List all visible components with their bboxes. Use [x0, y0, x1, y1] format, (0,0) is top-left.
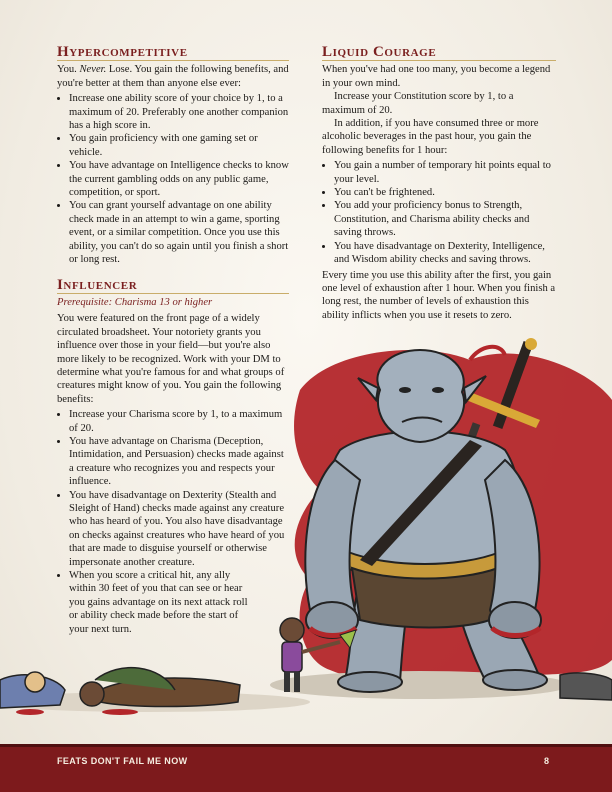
feat-paragraph: In addition, if you have consumed three or more alcoholic beverages in the past hour, you gain the following benefits for 1 hour:: [322, 118, 539, 156]
prerequisite-text: Prerequisite: Charisma 13 or higher: [57, 296, 213, 308]
list-item: • You add your proficiency bonus to Strength, Constitution, and Charisma ability checks and saving throws.: [334, 199, 556, 239]
feat-liquid-courage: [322, 46, 556, 322]
list-item: • When you score a critical hit, any ally within 30 feet of you that can see or hear you gains advantage on its next attack roll or ability check made before the start of your next turn.: [69, 569, 249, 636]
list-item: • You can grant yourself advantage on one ability check made in an attempt to win a game, sporting event, or a similar competition. Once you use this ability, you can't do so again until you finish a short or long rest.: [69, 199, 289, 266]
left-column: [57, 46, 289, 638]
feat-title-hypercompetitive: Hypercompetitive: [57, 46, 289, 61]
list-item: • You have disadvantage on Dexterity (Stealth and Sleight of Hand) checks made against any creature who has heard of you. You also have disadvantage on checks against creatures who have heard of you that are made to disguise yourself or otherwise impersonate another creature.: [69, 489, 289, 569]
list-item: • You can't be frightened.: [334, 186, 556, 199]
list-item: • You have advantage on Intelligence checks to know the current gambling odds on any public game, competition, or sport.: [69, 159, 289, 199]
list-item: • You gain a number of temporary hit points equal to your level.: [334, 159, 556, 186]
benefit-list: [57, 92, 289, 266]
list-item: • Increase one ability score of your choice by 1, to a maximum of 20. Preferably one another companion has a high score in.: [69, 92, 289, 132]
feat-closing: Every time you use this ability after the first, you gain one level of exhaustion after 1 hour. When you finish a long rest, the number of levels of exhaustion this ability inflicts when you use it resets to zero.: [322, 269, 556, 321]
feat-intro: You were featured on the front page of a widely circulated broadsheet. Your notoriety grants you influence over those in your field—but you're also more likely to be recognized. Work with your DM to determine what you're famous for and what groups of creatures might know of you. You gain the following benefits:: [57, 313, 285, 405]
feat-intro: When you've had one too many, you become a legend in your own mind.: [322, 64, 551, 89]
intro-text: You.: [57, 64, 80, 76]
page-number: 8: [544, 756, 550, 766]
feat-intro: [57, 63, 289, 90]
feat-paragraph: Increase your Constitution score by 1, to a maximum of 20.: [322, 91, 514, 116]
footer-bar: [0, 744, 612, 792]
feat-title-liquid-courage: Liquid Courage: [322, 46, 556, 61]
intro-emphasis: Never.: [79, 64, 107, 76]
benefit-list: [322, 159, 556, 266]
list-item: • You have advantage on Charisma (Deception, Intimidation, and Persuasion) checks made against a creature who recognizes you and respects your influence.: [69, 435, 289, 489]
list-item: • You gain proficiency with one gaming set or vehicle.: [69, 132, 289, 159]
feat-influencer: [57, 276, 289, 637]
footer-book-title: FEATS DON'T FAIL ME NOW: [57, 756, 188, 766]
feat-title-influencer: Influencer: [57, 279, 289, 294]
benefit-list: [57, 408, 289, 636]
right-column: [322, 46, 556, 322]
intro-text: Lose. You gain the following benefits, and you're better at them than anyone else ever:: [57, 64, 289, 89]
list-item: • Increase your Charisma score by 1, to a maximum of 20.: [69, 408, 289, 435]
list-item: • You have disadvantage on Dexterity, Intelligence, and Wisdom ability checks and saving throws.: [334, 240, 556, 267]
feat-hypercompetitive: [57, 46, 289, 267]
